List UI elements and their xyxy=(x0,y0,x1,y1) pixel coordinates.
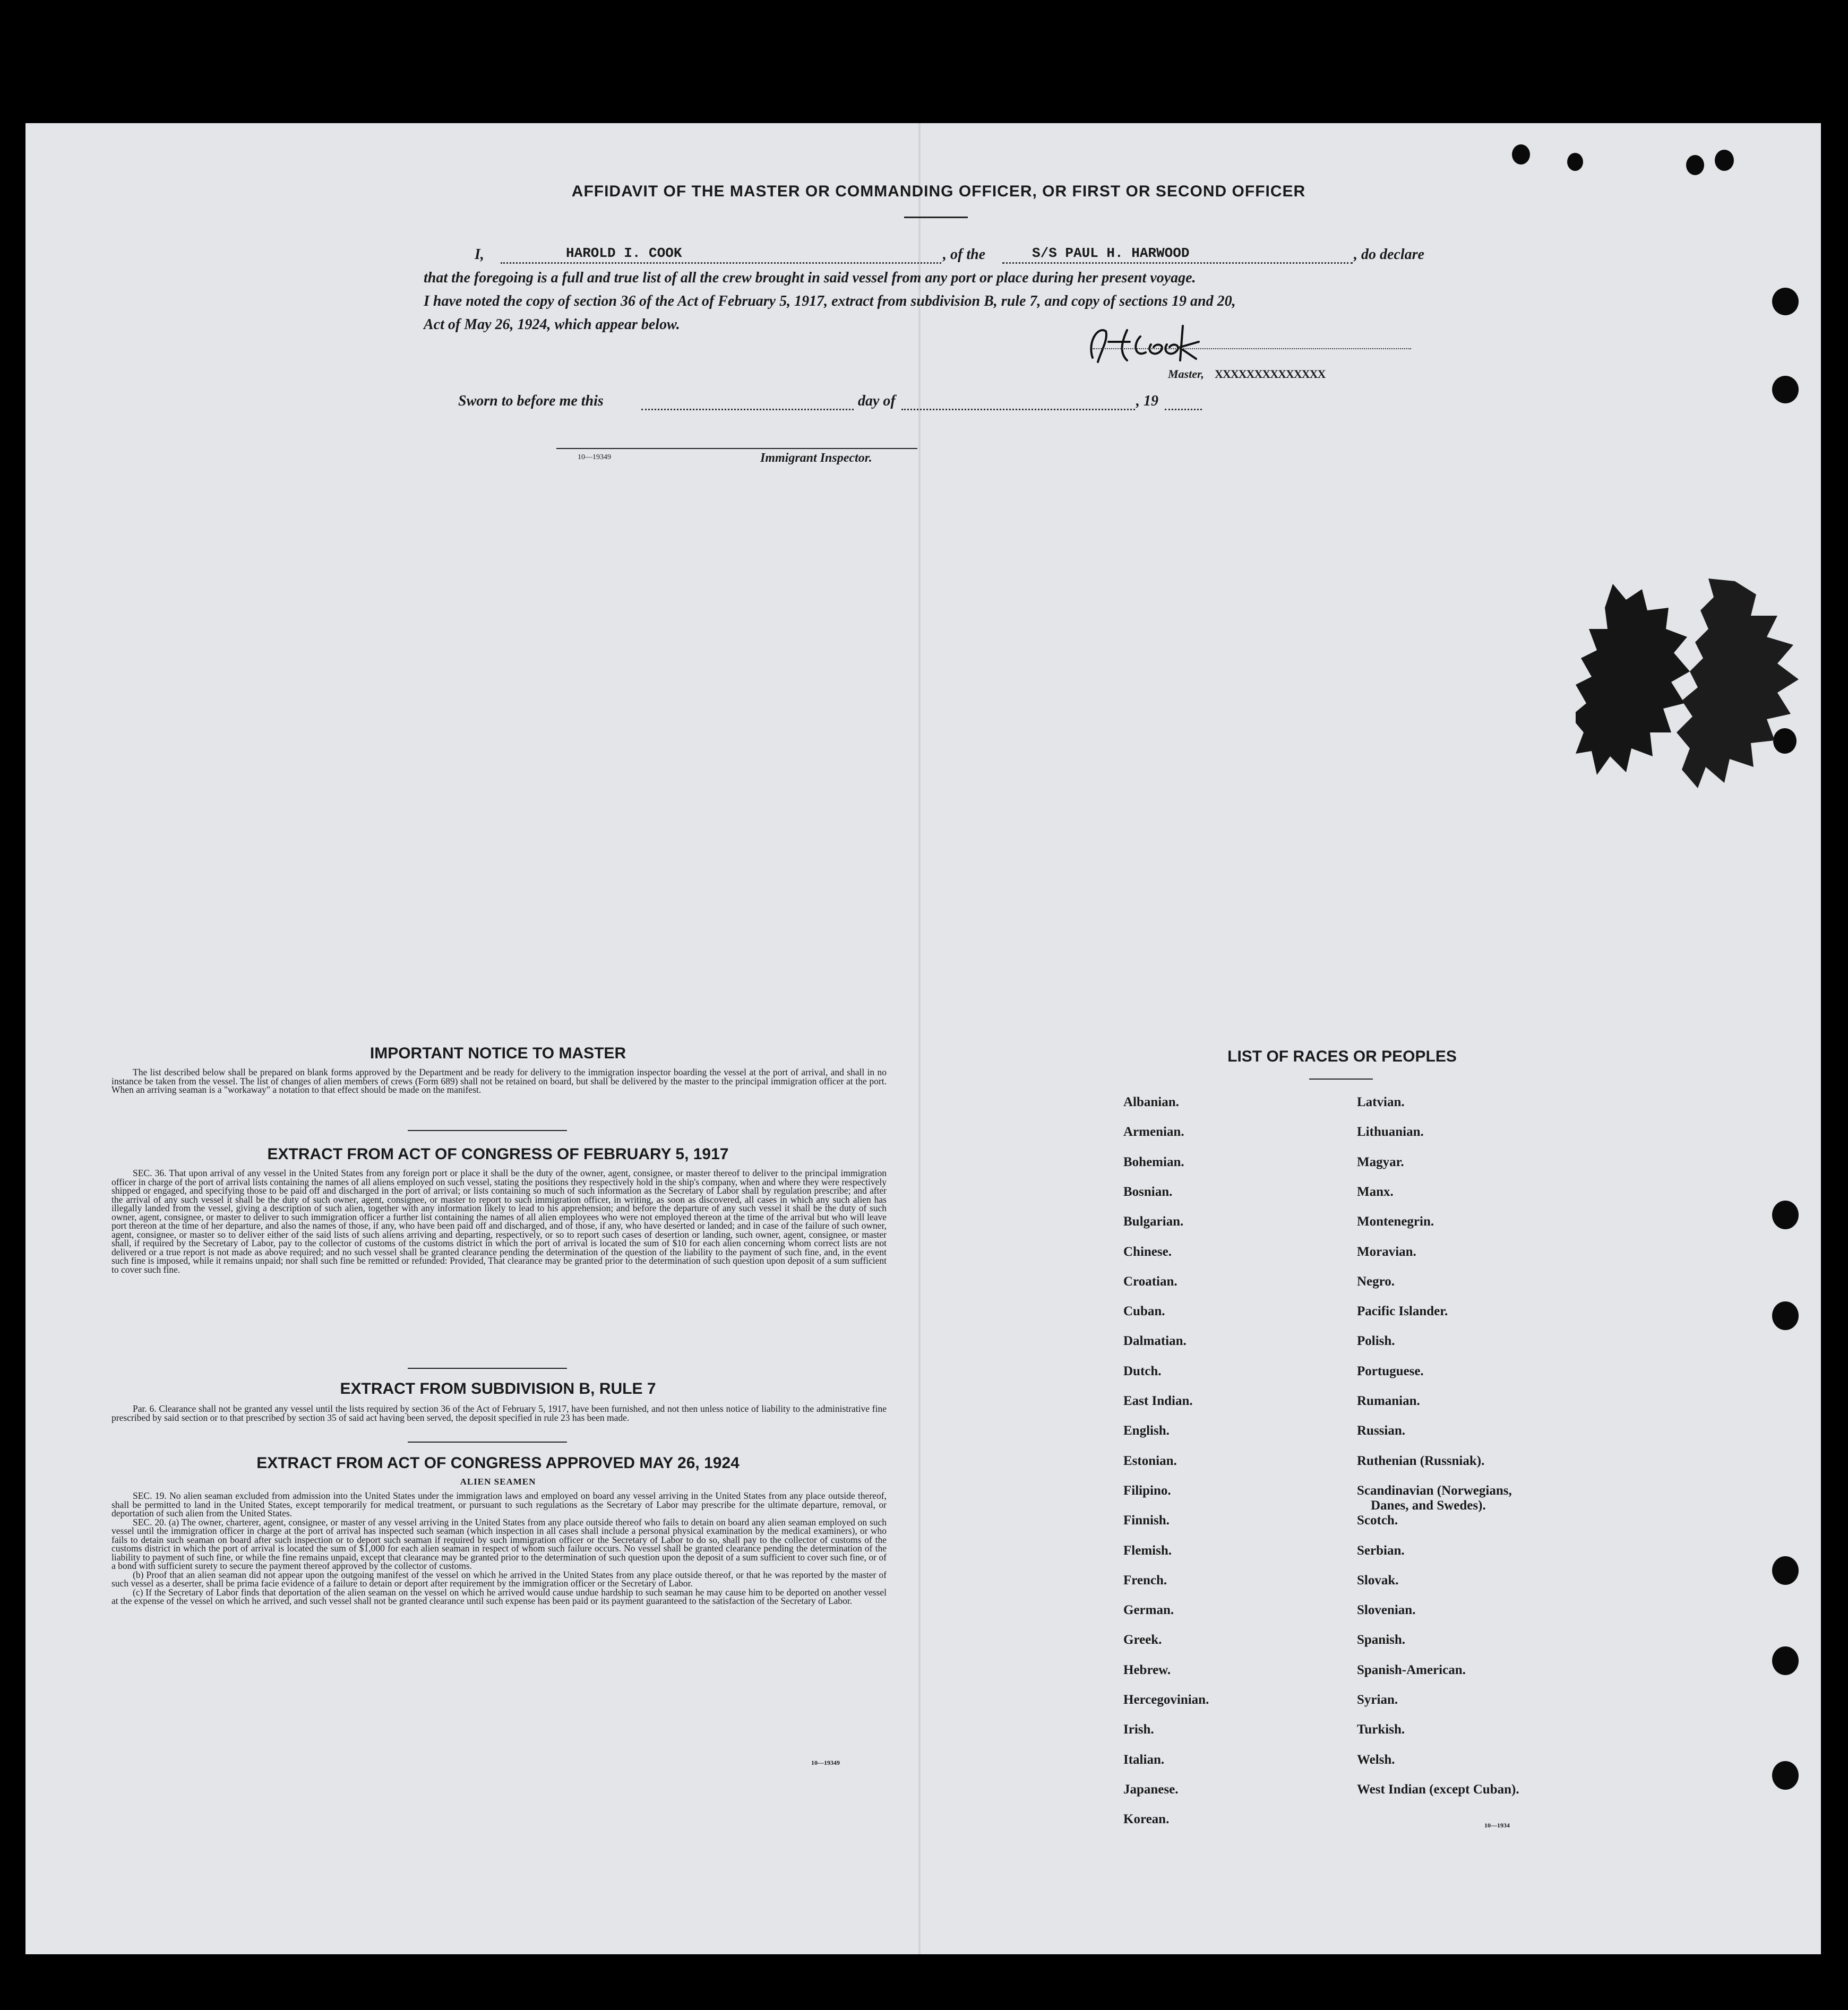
race-item: Estonian. xyxy=(1123,1454,1177,1468)
race-item: German. xyxy=(1123,1603,1174,1617)
section-divider xyxy=(408,1368,567,1369)
punch-hole xyxy=(1772,1201,1799,1229)
race-item: Bosnian. xyxy=(1123,1185,1173,1199)
year-prefix-label: , 19 xyxy=(1136,393,1158,409)
document-sheet xyxy=(25,123,1821,1954)
race-item: Hebrew. xyxy=(1123,1663,1171,1677)
signature-line xyxy=(1093,347,1411,349)
race-item: Danes, and Swedes). xyxy=(1371,1498,1486,1513)
par-6-text: Par. 6. Clearance shall not be granted any vessel until the lists required by section 36 of the Act of February 5, 1917, have been furnished, and not then unless notice of liability to the administrative fine prescribed by said section or to that prescribed by section 35 of said act having been served, the deposit specified in rule 23 has been made. xyxy=(111,1403,887,1423)
rule-7-title: EXTRACT FROM SUBDIVISION B, RULE 7 xyxy=(340,1380,656,1397)
notice-text: The list described below shall be prepared on blank forms approved by the Department and be ready for delivery to the immigration inspector boarding the vessel at the port of arrival, and shall in no instance be taken from the vessel. The list of changes of alien members of crews (Form 689) shall not be retained on board, but shall be delivered by the master to the principal immigration officer at the port. When an arriving seaman is a "workaway" a notation to that effect should be made on the manifest. xyxy=(111,1067,887,1095)
race-item: Syrian. xyxy=(1357,1693,1398,1707)
race-item: Polish. xyxy=(1357,1334,1395,1348)
race-item: Spanish. xyxy=(1357,1633,1406,1647)
extract-1917-body xyxy=(111,1169,887,1274)
sworn-year-field[interactable] xyxy=(1165,393,1202,410)
race-item: East Indian. xyxy=(1123,1394,1193,1408)
punch-hole xyxy=(1772,1761,1799,1790)
race-item: Russian. xyxy=(1357,1424,1406,1438)
race-item: Montenegrin. xyxy=(1357,1214,1434,1229)
extract-1917-title: EXTRACT FROM ACT OF CONGRESS OF FEBRUARY 5, 1917 xyxy=(267,1145,729,1163)
sworn-label: Sworn to before me this xyxy=(458,393,604,409)
race-item: Scandinavian (Norwegians, xyxy=(1357,1483,1512,1498)
race-item: Chinese. xyxy=(1123,1245,1172,1259)
declarant-label: I, xyxy=(475,246,484,263)
sec-20b-text: (b) Proof that an alien seaman did not appear upon the outgoing manifest of the vessel on which he arrived in the United States from any place outside thereof, or that he was reported by the master of such vessel as a deserter, shall be prima facie evidence of a failure to detain or deport after requirement by the immigration officer or the Secretary of Labor. xyxy=(111,1569,887,1589)
race-item: Dalmatian. xyxy=(1123,1334,1187,1348)
race-item: Negro. xyxy=(1357,1274,1395,1289)
sec-36-text: SEC. 36. That upon arrival of any vessel in the United States from any foreign port or place it shall be the duty of the owner, agent, consignee, or master thereof to deliver to the principal immigration officer in charge of the port of arrival lists containing the names of all aliens employed on such vessel, stating the positions they respectively hold in the ship's company, when and where they were respectively shipped or engaged, and specifying those to be paid off and discharged in the port of arrival; or lists containing so much of such information as the Secretary of Labor shall by regulation prescribe; and after the arrival of any such vessel it shall be the duty of such owner, agent, consignee, or master to report to such immigration officer, in writing, as soon as discovered, all cases in which any such alien has illegally landed from the vessel, giving a description of such alien, together with any information likely to lead to his apprehension; and before the departure of any such vessel it shall be the duty of such owner, agent, consignee, or master to deliver to such immigration officer a further list containing the names of all alien employees who were not employed thereon at the time of the arrival but who will leave port thereon at the time of her departure, and also the names of those, if any, who have been paid off and discharged, and of those, if any, who have deserted or landed; and in case of the failure of such owner, agent, consignee, or master so to deliver either of the said lists of such aliens arriving and departing, respectively, or so to report such cases of desertion or landing, such owner, agent, consignee, or master shall, if required by the Secretary of Labor, pay to the collector of customs of the customs district in which the port of arrival is located the sum of $10 for each alien concerning whom correct lists are not delivered or a true report is not made as above required; and no such vessel shall be granted clearance pending the determination of the question of the liability to the payment of such fine, and, in the event such fine is imposed, while it remains unpaid; nor shall such fine be remitted or refunded: Provided, That clearance may be granted prior to the determination of such question upon deposit of a sum sufficient to cover such fine. xyxy=(111,1168,887,1275)
race-item: French. xyxy=(1123,1573,1167,1588)
race-item: Filipino. xyxy=(1123,1483,1171,1498)
race-item: Ruthenian (Russniak). xyxy=(1357,1454,1485,1468)
race-item: Croatian. xyxy=(1123,1274,1177,1289)
alien-seamen-subtitle: ALIEN SEAMEN xyxy=(460,1477,536,1487)
race-item: English. xyxy=(1123,1424,1170,1438)
race-item: Portuguese. xyxy=(1357,1364,1424,1378)
punch-hole xyxy=(1512,144,1530,165)
race-item: Bulgarian. xyxy=(1123,1214,1184,1229)
race-item: Flemish. xyxy=(1123,1543,1172,1558)
punch-hole xyxy=(1772,1301,1799,1330)
race-item: Dutch. xyxy=(1123,1364,1162,1378)
sec-20c-text: (c) If the Secretary of Labor finds that deportation of the alien seaman on the vessel on which he arrived would cause undue hardship to such seaman he may cause him to be deported on another vessel at the expense of the vessel on which he arrived, and such vessel shall not be granted clearance until such expense has been paid or its payment guaranteed to the satisfaction of the Secretary of Labor. xyxy=(111,1586,887,1606)
race-item: Irish. xyxy=(1123,1722,1154,1737)
notice-body xyxy=(111,1068,887,1094)
punch-hole xyxy=(1772,288,1799,315)
seal-stamp xyxy=(1576,579,1804,876)
declarant-name: HAROLD I. COOK xyxy=(566,245,682,261)
punch-hole xyxy=(1567,153,1583,171)
title-underline xyxy=(904,217,968,218)
punch-hole xyxy=(1772,1646,1799,1675)
race-item: Finnish. xyxy=(1123,1513,1170,1528)
races-title: LIST OF RACES OR PEOPLES xyxy=(1227,1048,1457,1065)
punch-hole xyxy=(1772,376,1799,403)
race-item: Slovak. xyxy=(1357,1573,1399,1588)
race-item: Magyar. xyxy=(1357,1155,1404,1169)
extract-1924-title: EXTRACT FROM ACT OF CONGRESS APPROVED MAY 26, 1924 xyxy=(256,1454,740,1472)
race-item: Manx. xyxy=(1357,1185,1394,1199)
section-divider xyxy=(408,1442,567,1443)
race-item: Rumanian. xyxy=(1357,1394,1420,1408)
race-item: Latvian. xyxy=(1357,1095,1405,1109)
extract-1924-body xyxy=(111,1491,887,1606)
race-item: Welsh. xyxy=(1357,1753,1395,1767)
inspector-signature-line xyxy=(556,448,917,449)
extract-form-number: 10—19349 xyxy=(811,1759,840,1766)
race-item: Serbian. xyxy=(1357,1543,1405,1558)
race-item: Scotch. xyxy=(1357,1513,1398,1528)
race-item: Pacific Islander. xyxy=(1357,1304,1448,1318)
race-item: Korean. xyxy=(1123,1812,1170,1826)
affidavit-line-3: I have noted the copy of section 36 of the Act of February 5, 1917, extract from subdivision B, rule 7, and copy of sections 19 and 20, xyxy=(424,293,1236,309)
race-item: Cuban. xyxy=(1123,1304,1165,1318)
race-item: Moravian. xyxy=(1357,1245,1416,1259)
rule-7-body xyxy=(111,1404,887,1422)
race-item: Bohemian. xyxy=(1123,1155,1184,1169)
notice-title: IMPORTANT NOTICE TO MASTER xyxy=(369,1045,626,1062)
race-item: Turkish. xyxy=(1357,1722,1405,1737)
affidavit-line-4: Act of May 26, 1924, which appear below. xyxy=(424,316,680,333)
section-divider xyxy=(408,1130,567,1131)
vessel-name: S/S PAUL H. HARWOOD xyxy=(1032,245,1190,261)
do-declare-label: , do declare xyxy=(1354,246,1424,263)
sec-20a-text: SEC. 20. (a) The owner, charterer, agent, consignee, or master of any vessel arriving in the United States from any place outside thereof who fails to detain on board any alien seaman employed on such vessel until the immigration officer in charge at the port of arrival has inspected such seaman (which inspection in all cases shall include a personal physical examination by the medical examiners), or who fails to detain such seaman on board after such inspection or to deport such seaman if required by such immigration officer or the Secretary of Labor to do so, shall pay to the collector of customs of the customs district in which the port of arrival is located the sum of $1,000 for each alien seaman in respect of whom such failure occurs. No vessel shall be granted clearance pending the determination of the liability to payment of such fine, or while the fine remains unpaid, except that clearance may be granted prior to the determination of such question upon the deposit of a sum sufficient to cover such fine, or of a bond with sufficient surety to secure the payment thereof approved by the collector of customs. xyxy=(111,1516,887,1571)
day-of-label: day of xyxy=(858,393,896,409)
master-label: Master, xyxy=(1168,367,1204,381)
punch-hole xyxy=(1715,150,1734,171)
struck-titles: XXXXXXXXXXXXXX xyxy=(1215,367,1326,381)
race-item: Spanish-American. xyxy=(1357,1663,1466,1677)
punch-hole xyxy=(1686,155,1704,175)
race-item: Lithuanian. xyxy=(1357,1125,1424,1139)
master-signature xyxy=(1077,321,1204,368)
race-item: Albanian. xyxy=(1123,1095,1179,1109)
sworn-day-field[interactable] xyxy=(641,393,854,410)
affidavit-title: AFFIDAVIT OF THE MASTER OR COMMANDING OFFICER, OR FIRST OR SECOND OFFICER xyxy=(571,183,1306,200)
sec-19-text: SEC. 19. No alien seaman excluded from admission into the United States under the immigration laws and employed on board any vessel arriving in the United States from any place outside thereof, shall be permitted to land in the United States, except temporarily for medical treatment, or pursuant to such regulations as the Secretary of Labor may prescribe for the ultimate departure, removal, or deportation of such alien from the United States. xyxy=(111,1490,887,1519)
race-item: Armenian. xyxy=(1123,1125,1184,1139)
race-item: West Indian (except Cuban). xyxy=(1357,1782,1519,1797)
affidavit-line-2: that the foregoing is a full and true list of all the crew brought in said vessel from any port or place during her present voyage. xyxy=(424,270,1196,286)
races-form-number: 10—1934 xyxy=(1484,1822,1510,1829)
of-the-label: , of the xyxy=(943,246,986,263)
races-title-underline xyxy=(1309,1079,1373,1080)
race-item: Greek. xyxy=(1123,1633,1162,1647)
inspector-label: Immigrant Inspector. xyxy=(760,451,872,465)
sworn-month-field[interactable] xyxy=(901,393,1135,410)
race-item: Italian. xyxy=(1123,1753,1165,1767)
race-item: Slovenian. xyxy=(1357,1603,1416,1617)
race-item: Hercegovinian. xyxy=(1123,1693,1209,1707)
affidavit-form-number: 10—19349 xyxy=(578,453,611,461)
race-item: Japanese. xyxy=(1123,1782,1179,1797)
punch-hole xyxy=(1772,1556,1799,1585)
